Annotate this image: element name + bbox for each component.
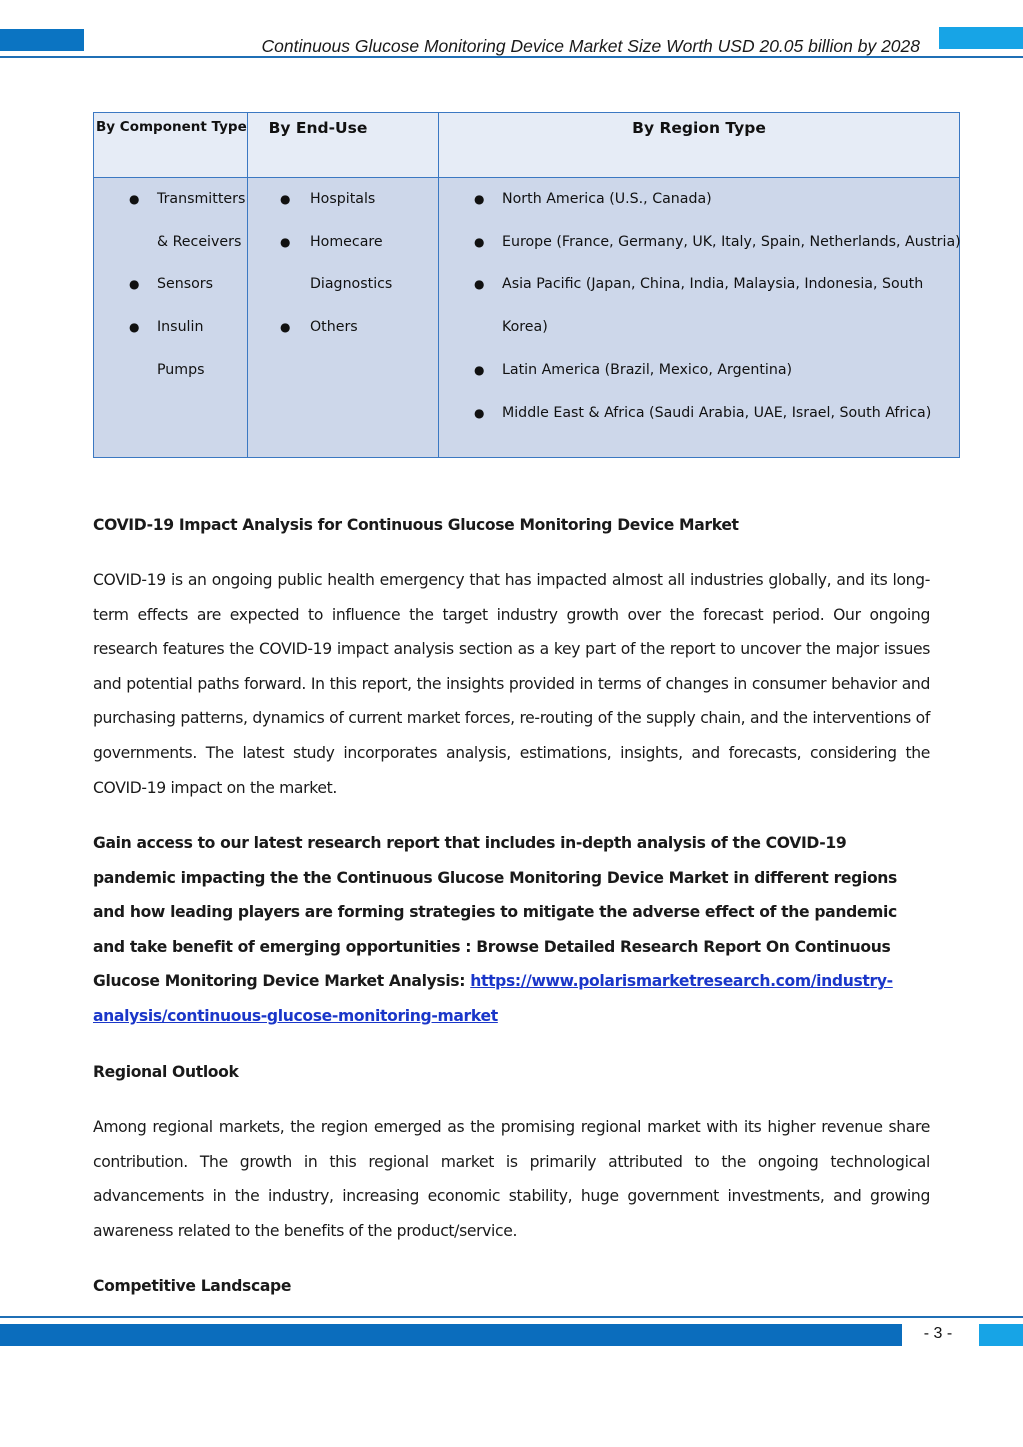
report-cta-paragraph	[93, 826, 930, 1034]
list-item: ● Homecare	[248, 221, 438, 264]
list-item: ● Hospitals	[248, 178, 438, 221]
footer-accent-bar	[0, 1324, 902, 1346]
region-cell	[439, 178, 960, 458]
component-cell	[94, 178, 248, 458]
bullet-icon: ●	[129, 320, 140, 335]
header-accent-right	[939, 27, 1023, 49]
list-item: ● Transmitters	[94, 178, 247, 221]
bullet-icon: ●	[280, 192, 291, 206]
bullet-icon: ●	[474, 277, 485, 292]
list-item: ● Europe (France, Germany, UK, Italy, Spain, Netherlands, Austria)	[439, 221, 959, 264]
table-header-row	[94, 113, 960, 178]
regional-paragraph: Among regional markets, the region emerged as the promising regional market with its higher revenue share contribution. The growth in this regional market is primarily attributed to the ongoing technological advancements in the industry, increasing economic stability, huge government investments, and growing awareness related to the benefits of the product/service.	[93, 1118, 930, 1240]
list-item: ● Middle East & Africa (Saudi Arabia, UAE, Israel, South Africa)	[439, 392, 959, 435]
bullet-icon: ●	[280, 320, 291, 335]
bullet-icon: ●	[474, 362, 485, 377]
end-use-list	[248, 178, 438, 349]
header-end-use: By End-Use	[248, 113, 439, 178]
bullet-icon: ●	[474, 405, 485, 420]
header-accent-left	[0, 29, 84, 51]
end-use-cell	[248, 178, 439, 458]
bullet-icon: ●	[129, 192, 140, 206]
component-list	[94, 178, 247, 392]
list-item: ● Latin America (Brazil, Mexico, Argentina)	[439, 349, 959, 392]
list-item: ● Others	[248, 306, 438, 349]
header-region-type: By Region Type	[439, 113, 960, 178]
list-item-continuation: & Receivers	[157, 233, 242, 250]
list-item-continuation: Diagnostics	[310, 276, 393, 293]
list-item: ● Asia Pacific (Japan, China, India, Malaysia, Indonesia, South	[439, 263, 959, 306]
bullet-icon: ●	[129, 277, 140, 292]
table-body-row	[94, 178, 960, 458]
footer-rule	[0, 1316, 1023, 1318]
page-number: - 3 -	[923, 1325, 953, 1342]
footer-accent-right	[979, 1324, 1023, 1346]
covid-paragraph: COVID-19 is an ongoing public health emergency that has impacted almost all industries globally, and its long-term effects are expected to influence the target industry growth over the forecast period. Our ongoing research features the COVID-19 impact analysis section as a key part of the report to uncover the major issues and potential paths forward. In this report, the insights provided in terms of changes in consumer behavior and purchasing patterns, dynamics of current market forces, re-routing of the supply chain, and the interventions of governments. The latest study incorporates analysis, estimations, insights, and forecasts, considering the COVID-19 impact on the market.	[93, 571, 930, 797]
region-list	[439, 178, 959, 434]
regional-heading: Regional Outlook	[93, 1063, 239, 1081]
bullet-icon: ●	[280, 234, 291, 249]
covid-heading: COVID-19 Impact Analysis for Continuous Glucose Monitoring Device Market	[93, 516, 739, 534]
competitive-heading: Competitive Landscape	[93, 1277, 292, 1295]
list-item-continuation: Korea)	[502, 319, 548, 336]
segmentation-table	[93, 112, 960, 458]
document-title: Continuous Glucose Monitoring Device Market Size Worth USD 20.05 billion by 2028	[261, 36, 920, 56]
bullet-icon: ●	[474, 192, 485, 206]
header-component-type: By Component Type	[94, 113, 248, 178]
list-item-continuation: Pumps	[157, 361, 205, 378]
list-item: ● Sensors	[94, 263, 247, 306]
bullet-icon: ●	[474, 234, 485, 249]
list-item: ● Insulin	[94, 306, 247, 349]
header-rule	[0, 56, 1023, 58]
list-item: ● North America (U.S., Canada)	[439, 178, 959, 221]
cta-text: Gain access to our latest research report that includes in-depth analysis of the COVID-19 pandemic impacting the the Continuous Glucose Monitoring Device Market in different regions and how leading players are forming strategies to mitigate the adverse effect of the pandemic and take benefit of emerging opportunities : Browse Detailed Research Report On Continuous Glucose Monitoring Device Market Analysis:	[93, 834, 897, 991]
report-link[interactable]: https://www.polarismarketresearch.com/industry-analysis/continuous-glucose-monitoring-market	[93, 972, 893, 1025]
